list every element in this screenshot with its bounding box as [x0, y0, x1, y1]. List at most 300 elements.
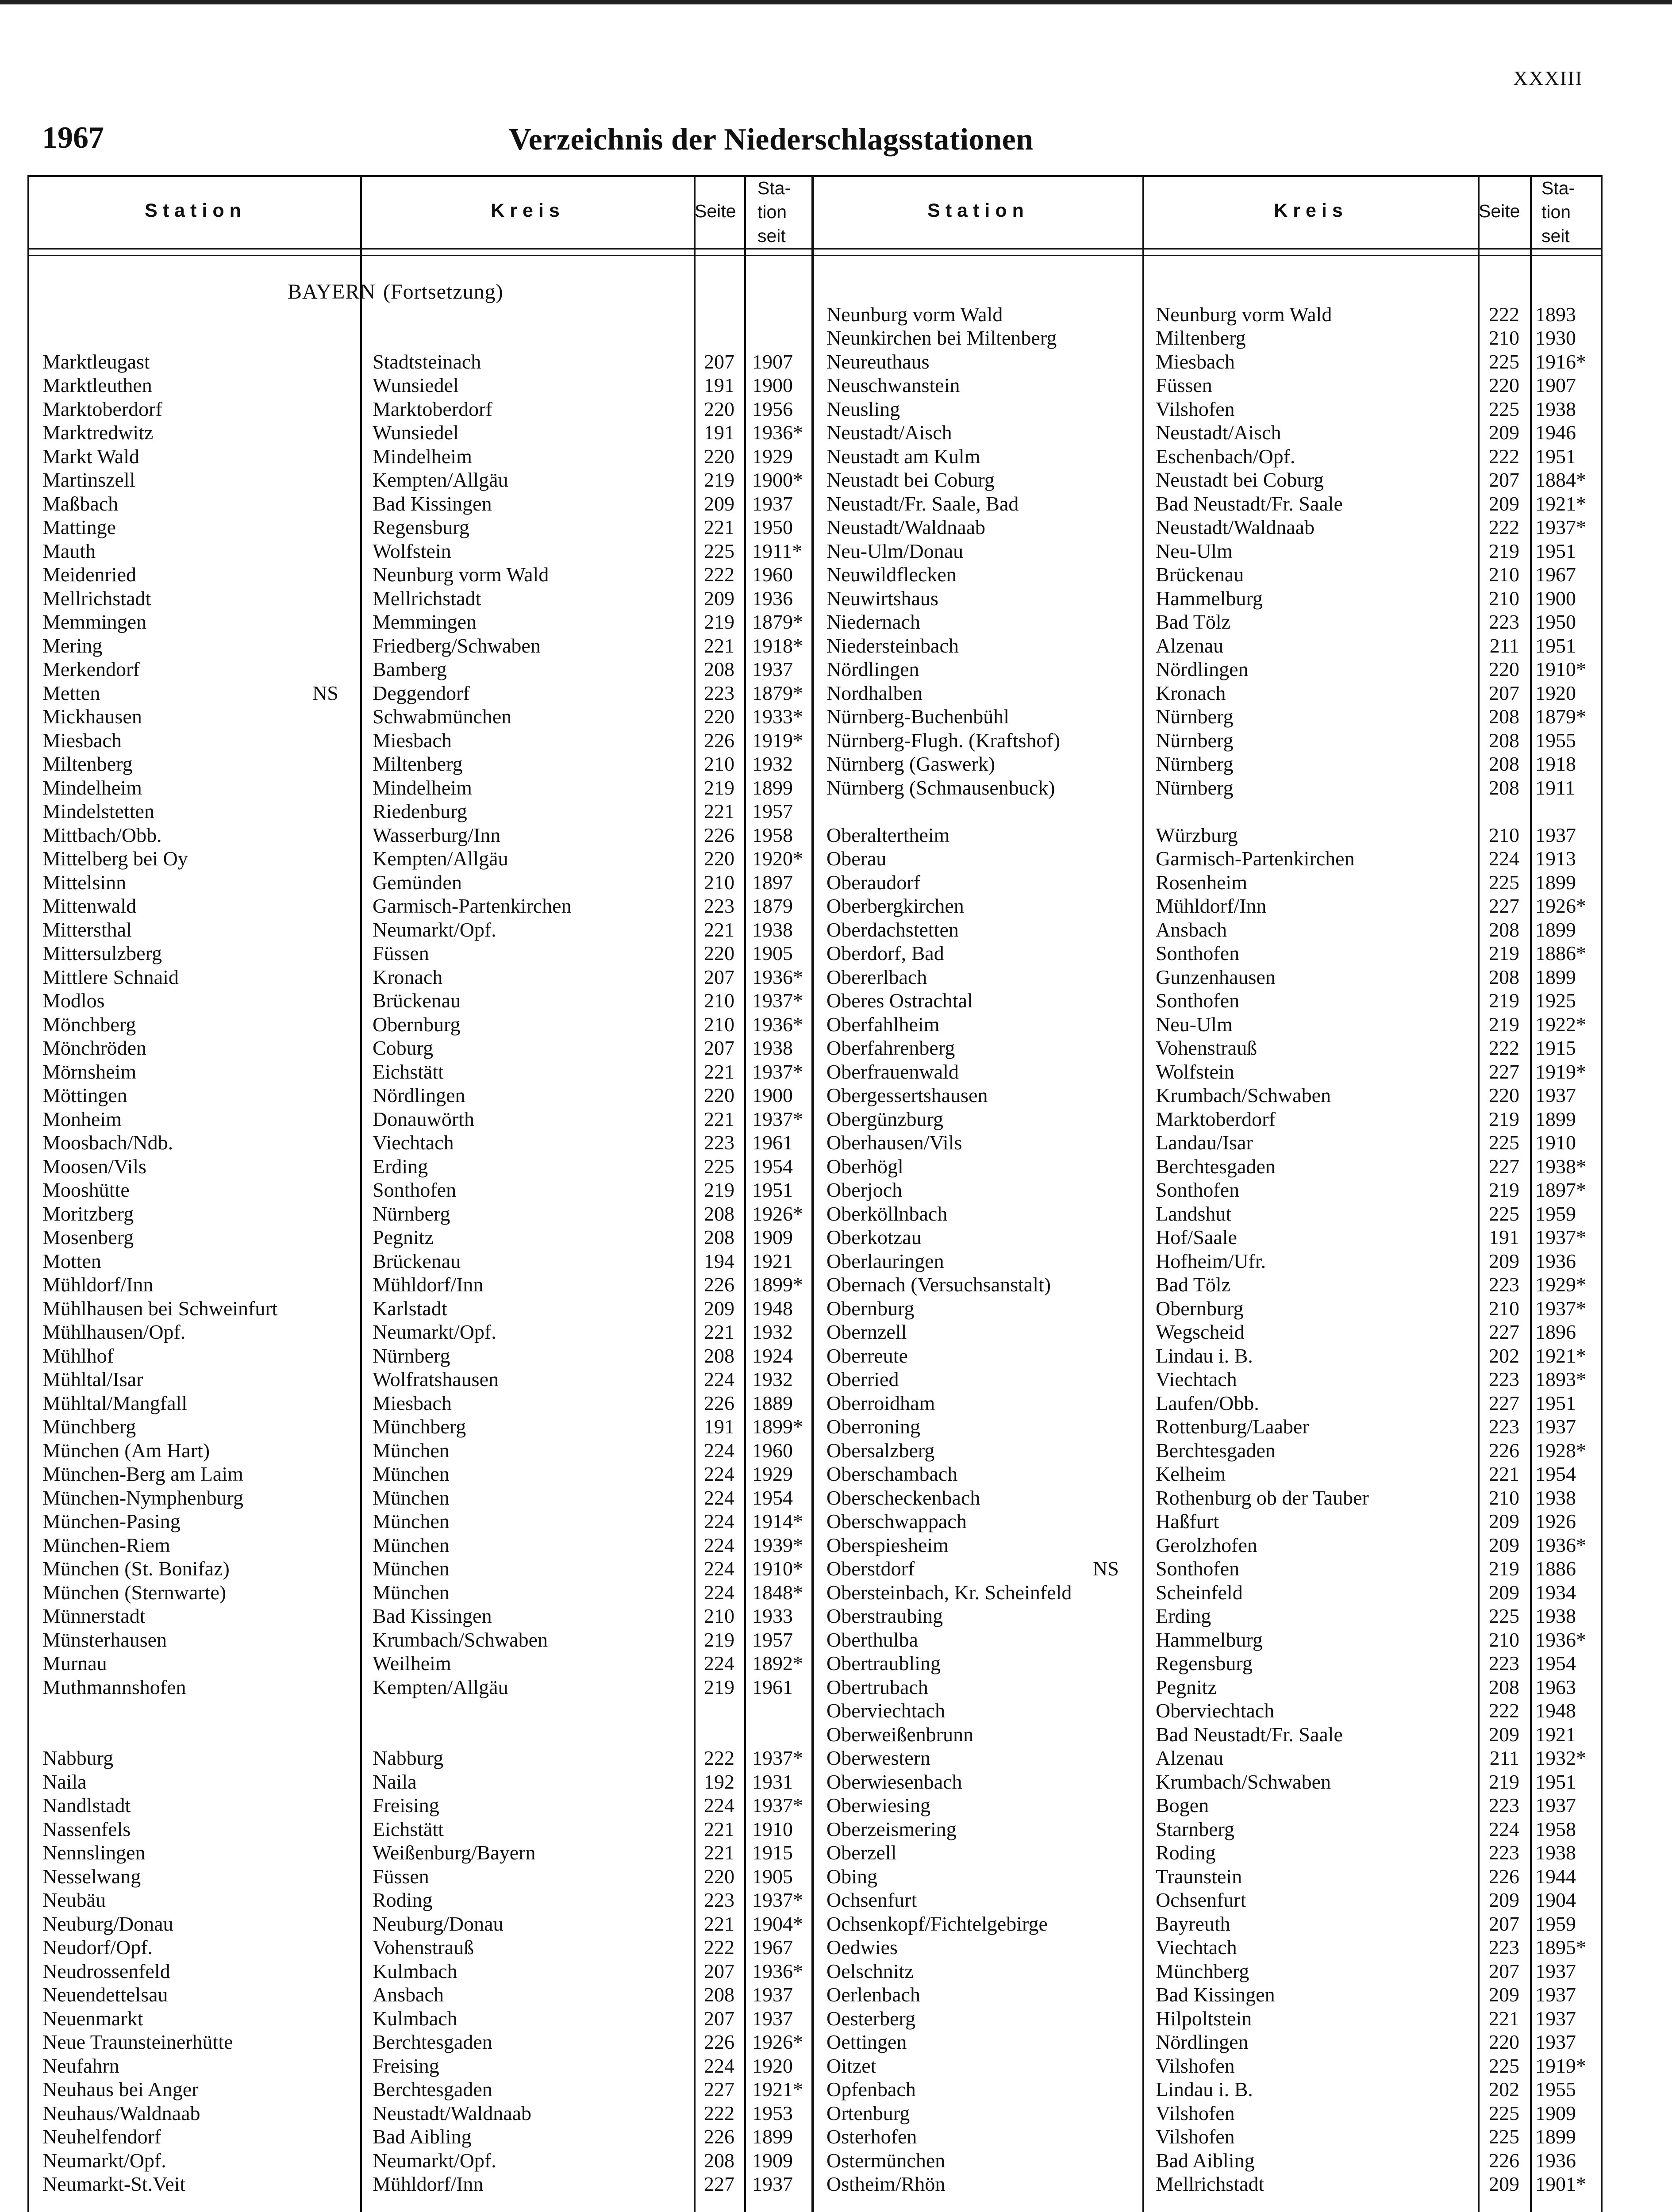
seite-cell: 208	[1489, 705, 1519, 728]
seit-cell: 1909	[752, 2149, 793, 2172]
kreis-cell: Krumbach/Schwaben	[373, 1628, 548, 1651]
table-row	[0, 989, 1672, 1013]
seit-cell: 1936	[1535, 2149, 1576, 2172]
kreis-cell: Miesbach	[1156, 350, 1235, 373]
seite-cell: 207	[704, 350, 734, 373]
seite-cell: 224	[704, 1463, 734, 1485]
seite-cell: 222	[704, 563, 734, 586]
seite-cell: 226	[1489, 2149, 1519, 2172]
station-cell: Nassenfels	[42, 1817, 131, 1840]
page-number: XXXIII	[1513, 67, 1583, 89]
seite-cell: 210	[1489, 563, 1519, 586]
seite-cell: 207	[1489, 1912, 1519, 1935]
seite-cell: 208	[1489, 729, 1519, 752]
kreis-cell: München	[373, 1557, 450, 1580]
seit-cell: 1899	[752, 776, 793, 799]
seite-cell: 226	[704, 2125, 734, 2148]
station-cell: Mönchberg	[42, 1013, 136, 1036]
station-cell: Merkendorf	[42, 658, 140, 680]
kreis-cell: Nürnberg	[373, 1344, 450, 1367]
seite-cell: 219	[704, 1675, 734, 1698]
seite-cell: 225	[1489, 2054, 1519, 2077]
seit-cell: 1948	[1535, 1699, 1576, 1722]
kreis-cell: Marktoberdorf	[1156, 1107, 1276, 1130]
station-cell: Mickhausen	[42, 705, 142, 728]
kreis-cell: Rothenburg ob der Tauber	[1156, 1486, 1369, 1509]
station-cell: Neubäu	[42, 1889, 106, 1911]
table-row	[0, 1155, 1672, 1179]
seite-cell: 221	[1489, 1463, 1519, 1485]
station-cell: Mühldorf/Inn	[42, 1273, 154, 1296]
seit-cell: 1920	[1535, 681, 1576, 704]
seit-cell: 1937	[1535, 1415, 1576, 1438]
seit-cell: 1904*	[752, 1912, 803, 1935]
seite-cell: 209	[1489, 1723, 1519, 1746]
station-cell: Obernburg	[826, 1297, 915, 1320]
seite-cell: 221	[1489, 2007, 1519, 2030]
seite-cell: 222	[1489, 303, 1519, 326]
station-cell: Mühlhausen bei Schweinfurt	[42, 1297, 278, 1320]
seit-cell: 1951	[1535, 1391, 1576, 1414]
station-cell: Oberwestern	[826, 1747, 931, 1769]
seit-cell: 1899	[1535, 871, 1576, 894]
seit-cell: 1893	[1535, 303, 1576, 326]
seit-cell: 1937	[1535, 1084, 1576, 1106]
kreis-cell: Regensburg	[373, 516, 469, 538]
station-cell: Miesbach	[42, 729, 122, 752]
kreis-cell: Sonthofen	[1156, 942, 1240, 964]
station-cell: Neunkirchen bei Miltenberg	[826, 326, 1057, 349]
table-row	[0, 610, 1672, 634]
seit-cell: 1937	[752, 492, 793, 515]
seit-cell: 1910*	[752, 1557, 803, 1580]
kreis-cell: München	[373, 1463, 450, 1485]
station-cell: Moritzberg	[42, 1202, 134, 1225]
station-cell: Neue Traunsteinerhütte	[42, 2031, 233, 2053]
station-cell: Neuhelfendorf	[42, 2125, 161, 2148]
seit-cell: 1924	[752, 1344, 793, 1367]
table-row	[0, 1723, 1672, 1747]
seite-cell: 227	[1489, 1321, 1519, 1343]
station-cell: Mühltal/Mangfall	[42, 1391, 188, 1414]
kreis-cell: Memmingen	[373, 611, 477, 633]
seite-cell: 210	[1489, 1297, 1519, 1320]
table-row	[0, 492, 1672, 516]
table-row	[0, 1344, 1672, 1368]
station-cell: Oedwies	[826, 1936, 898, 1959]
seit-cell: 1895*	[1535, 1936, 1586, 1959]
table-row	[0, 871, 1672, 895]
kreis-cell: Eichstätt	[373, 1060, 444, 1083]
station-cell: Münchberg	[42, 1415, 136, 1438]
seit-cell: 1904	[1535, 1889, 1576, 1911]
seite-cell: 224	[704, 1510, 734, 1532]
seit-cell: 1910	[1535, 1131, 1576, 1154]
kreis-cell: Rottenburg/Laaber	[1156, 1415, 1309, 1438]
station-cell: Markt Wald	[42, 445, 140, 468]
kreis-cell: Landau/Isar	[1156, 1131, 1253, 1154]
seit-cell: 1899*	[752, 1273, 803, 1296]
seit-cell: 1929*	[1535, 1273, 1586, 1296]
station-cell: Ochsenfurt	[826, 1889, 917, 1911]
seite-cell: 223	[1489, 1936, 1519, 1959]
kreis-cell: München	[373, 1439, 450, 1462]
station-cell: Mittelberg bei Oy	[42, 847, 188, 870]
station-cell: Naila	[42, 1770, 87, 1793]
header-kreis: Kreis	[491, 200, 565, 221]
seit-cell: 1909	[1535, 2101, 1576, 2124]
table-row	[0, 1699, 1672, 1723]
seit-cell: 1951	[1535, 445, 1576, 468]
table-row	[0, 1959, 1672, 1983]
seite-cell: 227	[1489, 895, 1519, 917]
seit-cell: 1932	[752, 753, 793, 775]
station-cell: Moosen/Vils	[42, 1155, 146, 1178]
kreis-cell: Naila	[373, 1770, 417, 1793]
seite-cell: 223	[704, 1131, 734, 1154]
station-cell: Nürnberg (Schmausenbuck)	[826, 776, 1055, 799]
table-row	[0, 1178, 1672, 1202]
kreis-cell: Lindau i. B.	[1156, 2078, 1253, 2101]
seit-cell: 1932*	[1535, 1747, 1586, 1769]
seite-cell: 223	[704, 681, 734, 704]
seite-cell: 224	[704, 1486, 734, 1509]
station-cell: Mellrichstadt	[42, 587, 151, 610]
seite-cell: 221	[704, 1060, 734, 1083]
seite-cell: 209	[1489, 492, 1519, 515]
seite-cell: 223	[1489, 611, 1519, 633]
seit-cell: 1958	[1535, 1817, 1576, 1840]
station-cell: Oberhögl	[826, 1155, 903, 1178]
station-cell: Metten	[42, 681, 100, 704]
kreis-cell: Brückenau	[373, 989, 461, 1012]
kreis-cell: Kronach	[1156, 681, 1226, 704]
kreis-cell: Mühldorf/Inn	[373, 2173, 484, 2195]
table-row	[0, 1202, 1672, 1226]
kreis-cell: Miltenberg	[373, 753, 463, 775]
kreis-cell: Würzburg	[1156, 823, 1238, 846]
station-cell: Neuenmarkt	[42, 2007, 143, 2030]
station-cell: Oelschnitz	[826, 1959, 914, 1982]
seit-cell: 1936*	[752, 421, 803, 444]
kreis-cell: Neu-Ulm	[1156, 539, 1233, 562]
station-cell: Marktleugast	[42, 350, 150, 373]
seit-cell: 1957	[752, 800, 793, 822]
station-cell: Münsterhausen	[42, 1628, 167, 1651]
seit-cell: 1932	[752, 1368, 793, 1390]
station-cell: Ostermünchen	[826, 2149, 946, 2172]
seit-cell: 1937	[752, 2007, 793, 2030]
seite-cell: 210	[1489, 823, 1519, 846]
station-cell: Neuwirtshaus	[826, 587, 938, 610]
station-cell: Obing	[826, 1865, 877, 1888]
seit-cell: 1930	[1535, 326, 1576, 349]
seit-cell: 1929	[752, 1463, 793, 1485]
kreis-cell: Kulmbach	[373, 1959, 457, 1982]
station-cell: Mönchröden	[42, 1037, 147, 1059]
table-row	[0, 1225, 1672, 1249]
header-kreis: Kreis	[1274, 200, 1348, 221]
station-cell: Neusling	[826, 397, 900, 420]
station-cell: Oberroidham	[826, 1391, 935, 1414]
seit-cell: 1886*	[1535, 942, 1586, 964]
station-cell: Neustadt am Kulm	[826, 445, 980, 468]
kreis-cell: Kempten/Allgäu	[373, 1675, 508, 1698]
table-row	[0, 2030, 1672, 2054]
table-row	[0, 587, 1672, 611]
year-label: 1967	[42, 121, 104, 155]
station-cell: Mühlhof	[42, 1344, 114, 1367]
kreis-cell: Berchtesgaden	[1156, 1155, 1276, 1178]
kreis-cell: Viechtach	[1156, 1936, 1237, 1959]
kreis-cell: Nürnberg	[1156, 729, 1234, 752]
seit-cell: 1929	[752, 445, 793, 468]
kreis-cell: Münchberg	[1156, 1959, 1249, 1982]
table-row	[0, 303, 1672, 326]
table-row	[0, 1083, 1672, 1107]
station-cell: Mering	[42, 634, 103, 657]
kreis-cell: Vohenstrauß	[1156, 1037, 1257, 1059]
kreis-cell: Traunstein	[1156, 1865, 1242, 1888]
station-cell: Oberstraubing	[826, 1605, 943, 1627]
seite-cell: 224	[704, 2054, 734, 2077]
seite-cell: 220	[1489, 658, 1519, 680]
table-row	[0, 634, 1672, 658]
seite-cell: 220	[704, 847, 734, 870]
kreis-cell: Wunsiedel	[373, 374, 459, 396]
kreis-cell: Ochsenfurt	[1156, 1889, 1246, 1911]
seit-cell: 1916*	[1535, 350, 1586, 373]
table-row	[0, 397, 1672, 421]
kreis-cell: Mellrichstadt	[1156, 2173, 1265, 2195]
seit-cell: 1936	[1535, 1249, 1576, 1272]
kreis-cell: Erding	[373, 1155, 428, 1178]
seit-cell: 1936*	[1535, 1533, 1586, 1556]
table-row	[0, 847, 1672, 871]
seit-cell: 1886	[1535, 1557, 1576, 1580]
kreis-cell: Bad Kissingen	[1156, 1983, 1275, 2006]
kreis-cell: Vilshofen	[1156, 2125, 1235, 2148]
seit-cell: 1937	[752, 1983, 793, 2006]
section-note: (Fortsetzung)	[383, 280, 504, 303]
seit-cell: 1920	[752, 2054, 793, 2077]
kreis-cell: Freising	[373, 1794, 439, 1816]
station-cell: Oitzet	[826, 2054, 876, 2077]
seit-cell: 1911	[1535, 776, 1576, 799]
seit-cell: 1921*	[1535, 1344, 1586, 1367]
seite-cell: 226	[704, 1391, 734, 1414]
seit-cell: 1900	[1535, 587, 1576, 610]
station-cell: Oberweißenbrunn	[826, 1723, 974, 1746]
seite-cell: 225	[1489, 1202, 1519, 1225]
table-row	[0, 1533, 1672, 1557]
kreis-cell: Garmisch-Partenkirchen	[373, 895, 572, 917]
kreis-cell: Nabburg	[373, 1747, 444, 1769]
header-station: Station	[145, 200, 246, 221]
seit-cell: 1919*	[1535, 2054, 1586, 2077]
station-cell: Muthmannshofen	[42, 1675, 186, 1698]
seite-cell: 209	[1489, 2173, 1519, 2195]
kreis-cell: Neuburg/Donau	[373, 1912, 504, 1935]
seite-cell: 219	[1489, 942, 1519, 964]
seit-cell: 1937*	[752, 1889, 803, 1911]
kreis-cell: Krumbach/Schwaben	[1156, 1084, 1331, 1106]
seite-cell: 207	[704, 2007, 734, 2030]
kreis-cell: Mellrichstadt	[373, 587, 481, 610]
seite-cell: 223	[704, 1889, 734, 1911]
kreis-cell: Kelheim	[1156, 1463, 1226, 1485]
station-cell: Oberaltertheim	[826, 823, 950, 846]
seite-cell: 226	[1489, 1439, 1519, 1462]
seite-cell: 202	[1489, 2078, 1519, 2101]
seit-cell: 1892*	[752, 1652, 803, 1674]
seit-cell: 1938	[1535, 1486, 1576, 1509]
seit-cell: 1938	[752, 918, 793, 941]
kreis-cell: Wolfstein	[373, 539, 451, 562]
seit-cell: 1905	[752, 942, 793, 964]
table-row	[0, 1462, 1672, 1486]
kreis-cell: Miesbach	[373, 1391, 452, 1414]
kreis-cell: Deggendorf	[373, 681, 470, 704]
seit-cell: 1951	[1535, 1770, 1576, 1793]
seit-cell: 1959	[1535, 1912, 1576, 1935]
header-seit-1: Sta-	[757, 178, 791, 198]
table-row	[0, 1131, 1672, 1155]
kreis-cell: Riedenburg	[373, 800, 467, 822]
seite-cell: 209	[1489, 1581, 1519, 1604]
station-cell: Oberau	[826, 847, 887, 870]
station-cell: Oettingen	[826, 2031, 907, 2053]
seit-cell: 1937	[1535, 1959, 1576, 1982]
seit-cell: 1955	[1535, 729, 1576, 752]
seite-cell: 219	[1489, 1107, 1519, 1130]
ns-mark: NS	[1093, 1557, 1119, 1580]
seite-cell: 219	[704, 611, 734, 633]
station-cell: Murnau	[42, 1652, 107, 1674]
seite-cell: 227	[1489, 1391, 1519, 1414]
kreis-cell: Berchtesgaden	[373, 2031, 492, 2053]
seite-cell: 191	[1489, 1226, 1519, 1248]
kreis-cell: Vilshofen	[1156, 2054, 1235, 2077]
station-cell: Nandlstadt	[42, 1794, 131, 1816]
kreis-cell: Mühldorf/Inn	[373, 1273, 484, 1296]
seite-cell: 220	[704, 1084, 734, 1106]
seite-cell: 207	[1489, 1959, 1519, 1982]
seit-cell: 1926	[1535, 1510, 1576, 1532]
kreis-cell: Ansbach	[373, 1983, 444, 2006]
station-cell: Neustadt/Aisch	[826, 421, 952, 444]
kreis-cell: Wunsiedel	[373, 421, 459, 444]
seite-cell: 210	[1489, 326, 1519, 349]
kreis-cell: Bad Aibling	[1156, 2149, 1255, 2172]
seite-cell: 224	[704, 1533, 734, 1556]
station-cell: Maßbach	[42, 492, 119, 515]
seit-cell: 1928*	[1535, 1439, 1586, 1462]
seit-cell: 1900	[752, 374, 793, 396]
station-cell: Neuwildflecken	[826, 563, 957, 586]
seite-cell: 225	[1489, 1605, 1519, 1627]
station-cell: Neunburg vorm Wald	[826, 303, 1003, 326]
seite-cell: 224	[704, 1557, 734, 1580]
seit-cell: 1937	[1535, 2031, 1576, 2053]
kreis-cell: Mindelheim	[373, 445, 472, 468]
seite-cell: 224	[704, 1368, 734, 1390]
table-row	[0, 539, 1672, 563]
station-cell: Neuschwanstein	[826, 374, 960, 396]
seite-cell: 210	[704, 1013, 734, 1036]
station-cell: Opfenbach	[826, 2078, 916, 2101]
header-seite: Seite	[695, 201, 736, 221]
station-cell: Nordhalben	[826, 681, 923, 704]
seite-cell: 208	[1489, 1675, 1519, 1698]
kreis-cell: Sonthofen	[373, 1179, 457, 1201]
kreis-cell: Bayreuth	[1156, 1912, 1230, 1935]
kreis-cell: Neustadt bei Coburg	[1156, 469, 1324, 491]
kreis-cell: Donauwörth	[373, 1107, 474, 1130]
seite-cell: 220	[1489, 1084, 1519, 1106]
kreis-cell: Gemünden	[373, 871, 462, 894]
seite-cell: 211	[1489, 1747, 1519, 1769]
station-cell: Mörnsheim	[42, 1060, 137, 1083]
seite-cell: 219	[704, 776, 734, 799]
seit-cell: 1936*	[1535, 1628, 1586, 1651]
table-row	[0, 1486, 1672, 1510]
seite-cell: 223	[1489, 1794, 1519, 1816]
seit-cell: 1926*	[752, 2031, 803, 2053]
station-cell: Oberfahlheim	[826, 1013, 940, 1036]
station-cell: München (Am Hart)	[42, 1439, 210, 1462]
kreis-cell: Neustadt/Waldnaab	[1156, 516, 1315, 538]
seite-cell: 226	[704, 2031, 734, 2053]
seit-cell: 1938*	[1535, 1155, 1586, 1178]
station-cell: Oberschambach	[826, 1463, 958, 1485]
kreis-cell: Viechtach	[1156, 1368, 1237, 1390]
station-cell: München-Berg am Laim	[42, 1463, 243, 1485]
station-cell: Neuhaus/Waldnaab	[42, 2101, 200, 2124]
seit-cell: 1936	[752, 587, 793, 610]
seite-cell: 209	[1489, 421, 1519, 444]
seite-cell: 225	[1489, 2125, 1519, 2148]
seite-cell: 219	[1489, 1770, 1519, 1793]
seite-cell: 219	[704, 1179, 734, 1201]
seite-cell: 222	[1489, 1699, 1519, 1722]
seite-cell: 220	[1489, 374, 1519, 396]
station-cell: Oberschwappach	[826, 1510, 967, 1532]
table-row	[0, 2125, 1672, 2149]
seite-cell: 227	[1489, 1155, 1519, 1178]
seite-cell: 210	[704, 989, 734, 1012]
seit-cell: 1922*	[1535, 1013, 1586, 1036]
station-cell: Oberscheckenbach	[826, 1486, 980, 1509]
seit-cell: 1921	[1535, 1723, 1576, 1746]
kreis-cell: Nürnberg	[373, 1202, 450, 1225]
header-seit-3: seit	[1541, 226, 1570, 246]
seite-cell: 207	[704, 965, 734, 988]
table-row	[0, 350, 1672, 374]
kreis-cell: Neumarkt/Opf.	[373, 918, 496, 941]
kreis-cell: Nürnberg	[1156, 705, 1234, 728]
header-station: Station	[927, 200, 1029, 221]
station-cell: München-Nymphenburg	[42, 1486, 243, 1509]
station-cell: München (Sternwarte)	[42, 1581, 227, 1604]
seite-cell: 210	[1489, 587, 1519, 610]
kreis-cell: Brückenau	[373, 1249, 461, 1272]
table-row	[0, 1249, 1672, 1273]
kreis-cell: Hammelburg	[1156, 1628, 1263, 1651]
station-cell: Mittlere Schnaid	[42, 965, 179, 988]
table-row	[0, 1604, 1672, 1628]
station-cell: Oberspiesheim	[826, 1533, 949, 1556]
